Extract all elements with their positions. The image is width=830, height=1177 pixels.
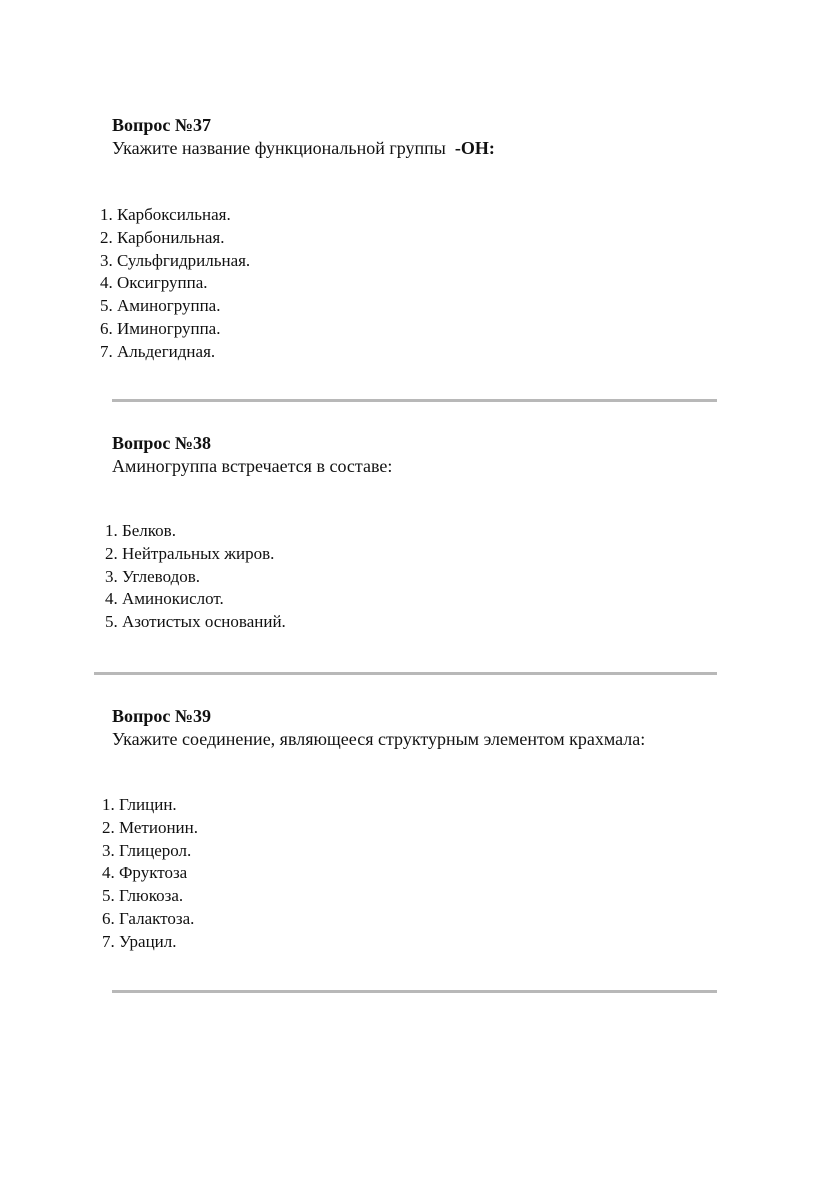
answer-option: 3. Глицерол. <box>102 840 192 860</box>
answer-option: 2. Нейтральных жиров. <box>105 543 275 563</box>
answer-option: 4. Оксигруппа. <box>100 273 208 293</box>
answer-options <box>105 520 286 634</box>
functional-group-formula: -OH: <box>454 138 495 158</box>
question-title: Вопрос №38 <box>112 433 211 453</box>
answer-option: 4. Фруктоза <box>102 863 188 883</box>
section-divider <box>112 990 717 993</box>
question-text: Аминогруппа встречается в составе: <box>112 456 393 476</box>
answer-options <box>100 204 250 364</box>
question-text: Укажите соединение, являющееся структурным элементом крахмала: <box>112 729 646 749</box>
answer-options <box>102 794 198 954</box>
answer-option: 1. Глицин. <box>102 795 177 814</box>
answer-option: 6. Галактоза. <box>102 908 195 928</box>
answer-option: 2. Метионин. <box>102 817 199 837</box>
answer-option: 5. Глюкоза. <box>102 886 184 906</box>
answer-option: 5. Азотистых оснований. <box>105 612 286 632</box>
section-divider <box>94 672 717 675</box>
answer-option: 4. Аминокислот. <box>105 589 224 609</box>
answer-option: 1. Карбоксильная. <box>100 205 231 224</box>
answer-option: 2. Карбонильная. <box>100 227 225 247</box>
answer-option: 3. Сульфгидрильная. <box>100 250 251 270</box>
answer-option: 6. Иминогруппа. <box>100 318 221 338</box>
answer-option: 1. Белков. <box>105 521 176 540</box>
section-divider <box>112 399 717 402</box>
question-text <box>112 137 495 159</box>
answer-option: 3. Углеводов. <box>105 566 201 586</box>
answer-option: 5. Аминогруппа. <box>100 296 221 316</box>
question-title: Вопрос №37 <box>112 115 211 135</box>
answer-option: 7. Альдегидная. <box>100 341 216 361</box>
question-title: Вопрос №39 <box>112 706 211 726</box>
answer-option: 7. Урацил. <box>102 931 177 951</box>
question-text-main: Укажите название функциональной группы <box>112 138 446 158</box>
